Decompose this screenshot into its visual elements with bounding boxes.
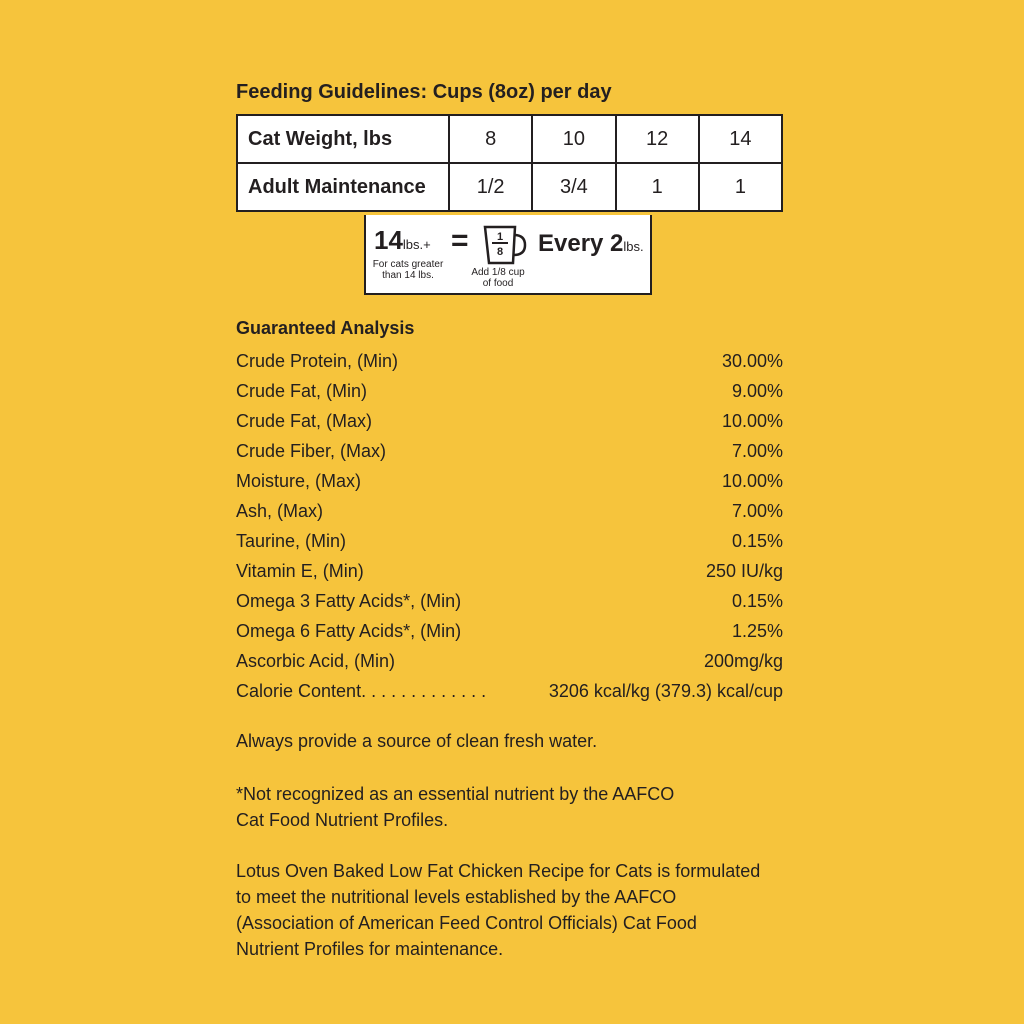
analysis-label: Vitamin E, (Min) xyxy=(236,561,364,581)
analysis-row xyxy=(236,616,783,646)
analysis-label: Crude Protein, (Min) xyxy=(236,351,399,371)
statement-line: Lotus Oven Baked Low Fat Chicken Recipe for Cats is formulated xyxy=(236,861,761,881)
note-weight xyxy=(374,227,431,258)
analysis-label: Omega 6 Fatty Acids*, (Min) xyxy=(236,621,462,641)
analysis-label: Ascorbic Acid, (Min) xyxy=(236,651,396,671)
analysis-label: Moisture, (Max) xyxy=(236,471,362,491)
amount-cell: 1 xyxy=(699,163,782,211)
label-panel xyxy=(236,78,783,959)
aafco-footnote xyxy=(236,781,783,833)
analysis-row xyxy=(236,406,783,436)
analysis-value: 200mg/kg xyxy=(703,651,783,671)
equals-sign: = xyxy=(451,224,469,257)
every-unit: lbs. xyxy=(623,239,644,254)
maintenance-row xyxy=(237,163,782,211)
water-note: Always provide a source of clean fresh water. xyxy=(236,731,598,751)
analysis-value: 10.00% xyxy=(721,411,783,431)
aafco-footnote-line: *Not recognized as an essential nutrient by the AAFCO xyxy=(236,784,675,804)
weight-cell: 14 xyxy=(699,115,782,163)
weight-cell: 10 xyxy=(532,115,615,163)
analysis-value: 10.00% xyxy=(721,471,783,491)
analysis-value: 30.00% xyxy=(721,351,783,371)
analysis-value: 0.15% xyxy=(731,531,783,551)
analysis-row xyxy=(236,526,783,556)
amount-cell: 3/4 xyxy=(532,163,615,211)
note-weight-number: 14 xyxy=(374,225,403,255)
cup-caption: Add 1/8 cup of food xyxy=(471,267,525,289)
analysis-value: 7.00% xyxy=(731,501,783,521)
measuring-cup-icon xyxy=(481,223,529,267)
analysis-value: 250 IU/kg xyxy=(705,561,783,581)
analysis-title: Guaranteed Analysis xyxy=(236,318,415,338)
statement-line: (Association of American Feed Control Officials) Cat Food xyxy=(236,913,697,933)
analysis-label: Omega 3 Fatty Acids*, (Min) xyxy=(236,591,462,611)
calorie-row xyxy=(236,676,783,706)
analysis-value: 9.00% xyxy=(731,381,783,401)
analysis-row xyxy=(236,376,783,406)
weight-label: Cat Weight, lbs xyxy=(237,115,449,163)
calorie-value: 3206 kcal/kg (379.3) kcal/cup xyxy=(548,681,783,701)
analysis-row xyxy=(236,346,783,376)
weight-row xyxy=(237,115,782,163)
weight-cell: 8 xyxy=(449,115,532,163)
calorie-label: Calorie Content. . . . . . . . . . . . . xyxy=(236,681,487,701)
weight-cell: 12 xyxy=(616,115,699,163)
aafco-statement xyxy=(236,858,783,962)
every-text: Every 2 xyxy=(538,230,624,257)
note-weight-caption: For cats greater than 14 lbs. xyxy=(372,259,444,281)
amount-cell: 1 xyxy=(616,163,699,211)
analysis-row xyxy=(236,436,783,466)
amount-cell: 1/2 xyxy=(449,163,532,211)
statement-line: to meet the nutritional levels established by the AAFCO xyxy=(236,887,677,907)
cup-fraction-top: 1 xyxy=(496,231,504,243)
analysis-row xyxy=(236,556,783,586)
analysis-value: 7.00% xyxy=(731,441,783,461)
analysis-label: Taurine, (Min) xyxy=(236,531,347,551)
analysis-value: 0.15% xyxy=(731,591,783,611)
analysis-label: Crude Fat, (Max) xyxy=(236,411,373,431)
analysis-row xyxy=(236,466,783,496)
feeding-title: Feeding Guidelines: Cups (8oz) per day xyxy=(236,81,612,103)
every-increment xyxy=(538,231,644,260)
analysis-label: Crude Fiber, (Max) xyxy=(236,441,387,461)
cup-fraction-bottom: 8 xyxy=(496,246,504,258)
statement-line: Nutrient Profiles for maintenance. xyxy=(236,939,504,959)
aafco-footnote-line: Cat Food Nutrient Profiles. xyxy=(236,810,449,830)
note-weight-unit: lbs.+ xyxy=(402,237,431,252)
analysis-label: Crude Fat, (Min) xyxy=(236,381,368,401)
analysis-row xyxy=(236,496,783,526)
maintenance-label: Adult Maintenance xyxy=(237,163,449,211)
analysis-row xyxy=(236,586,783,616)
guaranteed-analysis xyxy=(236,316,783,706)
analysis-label: Ash, (Max) xyxy=(236,501,324,521)
feeding-table xyxy=(236,114,783,212)
analysis-value: 1.25% xyxy=(731,621,783,641)
analysis-row xyxy=(236,646,783,676)
extra-feeding-note xyxy=(364,215,652,295)
